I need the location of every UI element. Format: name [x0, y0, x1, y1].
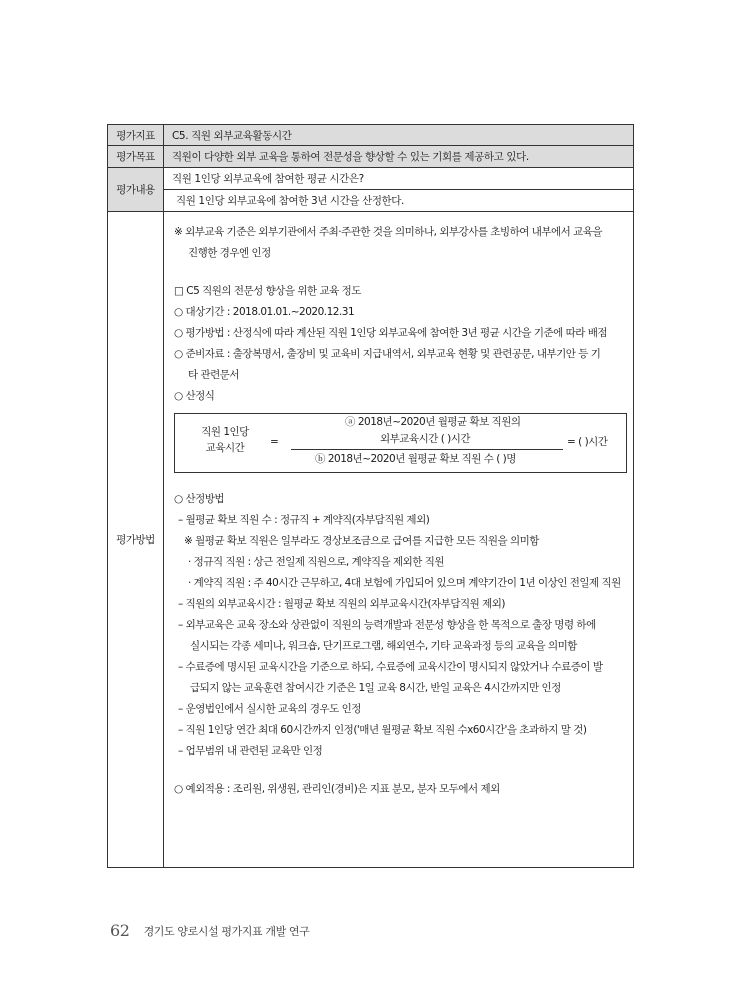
page-number: 62	[110, 921, 130, 940]
calc-item-11: – 직원 1인당 연간 최대 60시간까지 인정('매년 월평균 확보 직원 수x60시간'을 초과하지 말 것)	[178, 724, 587, 736]
fraction-bar	[291, 449, 563, 450]
calc-item-2: ※ 월평균 확보 직원은 일부라도 경상보조금으로 급여를 지급한 모든 직원을 의미함	[184, 535, 539, 547]
content-label: 평가내용	[108, 168, 164, 212]
section-title: □ C5 직원의 전문성 향상을 위한 교육 정도	[174, 285, 361, 297]
formula-result: = ( )시간	[567, 436, 608, 448]
method-label: 평가방법	[108, 212, 164, 868]
how-line: ○ 평가방법 : 산정식에 따라 계산된 직원 1인당 외부교육에 참여한 3년 평균 시간을 기준에 따라 배점	[174, 327, 608, 339]
method-content	[164, 212, 633, 800]
page-footer	[110, 921, 309, 940]
content-line-2: 직원 1인당 외부교육에 참여한 3년 시간을 산정한다.	[164, 190, 634, 212]
calc-item-4: · 계약직 직원 : 주 40시간 근무하고, 4대 보험에 가입되어 있으며 계약기간이 1년 이상인 전일제 직원	[188, 577, 621, 589]
formula-numerator-line-2: 외부교육시간 ( )시간	[380, 433, 471, 445]
formula-equals: =	[270, 436, 279, 448]
calc-item-10: – 운영법인에서 실시한 교육의 경우도 인정	[178, 703, 361, 715]
calc-item-7: 실시되는 각종 세미나, 워크숍, 단기프로그램, 해외연수, 기타 교육과정 등의 교육을 의미함	[190, 640, 577, 652]
formula-denominator: ⓑ 2018년~2020년 월평균 확보 직원 수 ( )명	[315, 453, 516, 465]
period-line: ○ 대상기간 : 2018.01.01.~2020.12.31	[174, 306, 355, 318]
goal-label: 평가목표	[108, 146, 164, 168]
note-line-1: ※ 외부교육 기준은 외부기관에서 주최·주관한 것을 의미하나, 외부강사를 초빙하여 내부에서 교육을	[174, 226, 603, 238]
formula-left	[199, 424, 251, 456]
calc-item-1: – 월평균 확보 직원 수 : 정규직 + 계약직(자부담직원 제외)	[178, 514, 430, 526]
method-cell	[164, 212, 634, 868]
exception-line: ○ 예외적용 : 조리원, 위생원, 관리인(경비)은 지표 분모, 분자 모두에서 제외	[174, 783, 500, 795]
calc-item-3: · 정규직 직원 : 상근 전일제 직원으로, 계약직을 제외한 직원	[188, 556, 445, 568]
formula-title: ○ 산정식	[174, 390, 215, 402]
indicator-value: C5. 직원 외부교육활동시간	[164, 125, 634, 146]
formula-box	[174, 413, 627, 473]
prep-line-1: ○ 준비자료 : 출장복명서, 출장비 및 교육비 지급내역서, 외부교육 현황 및 관련공문, 내부기안 등 기	[174, 348, 601, 360]
content-line-1: 직원 1인당 외부교육에 참여한 평균 시간은?	[164, 168, 634, 190]
note-line-2: 진행한 경우엔 인정	[188, 247, 271, 259]
calc-item-8: – 수료증에 명시된 교육시간을 기준으로 하되, 수료증에 교육시간이 명시되지 않았거나 수료증이 발	[178, 661, 603, 673]
formula-left-line-2: 교육시간	[205, 442, 245, 454]
calc-item-6: – 외부교육은 교육 장소와 상관없이 직원의 능력개발과 전문성 향상을 한 목적으로 출장 명령 하에	[178, 619, 596, 631]
formula-left-line-1: 직원 1인당	[201, 426, 249, 438]
document-title: 경기도 양로시설 평가지표 개발 연구	[143, 925, 310, 938]
calc-title: ○ 산정방법	[174, 493, 225, 505]
calc-item-9: 급되지 않는 교육훈련 참여시간 기준은 1일 교육 8시간, 반일 교육은 4시간까지만 인정	[190, 682, 561, 694]
calc-item-5: – 직원의 외부교육시간 : 월평균 확보 직원의 외부교육시간(자부담직원 제외)	[178, 598, 505, 610]
prep-line-2: 타 관련문서	[188, 369, 240, 381]
goal-value: 직원이 다양한 외부 교육을 통하여 전문성을 향상할 수 있는 기회를 제공하고 있다.	[164, 146, 634, 168]
evaluation-table	[107, 124, 634, 868]
indicator-label: 평가지표	[108, 125, 164, 146]
formula-numerator-line-1: ⓐ 2018년~2020년 월평균 확보 직원의	[345, 416, 521, 428]
calc-item-12: – 업무범위 내 관련된 교육만 인정	[178, 745, 323, 757]
